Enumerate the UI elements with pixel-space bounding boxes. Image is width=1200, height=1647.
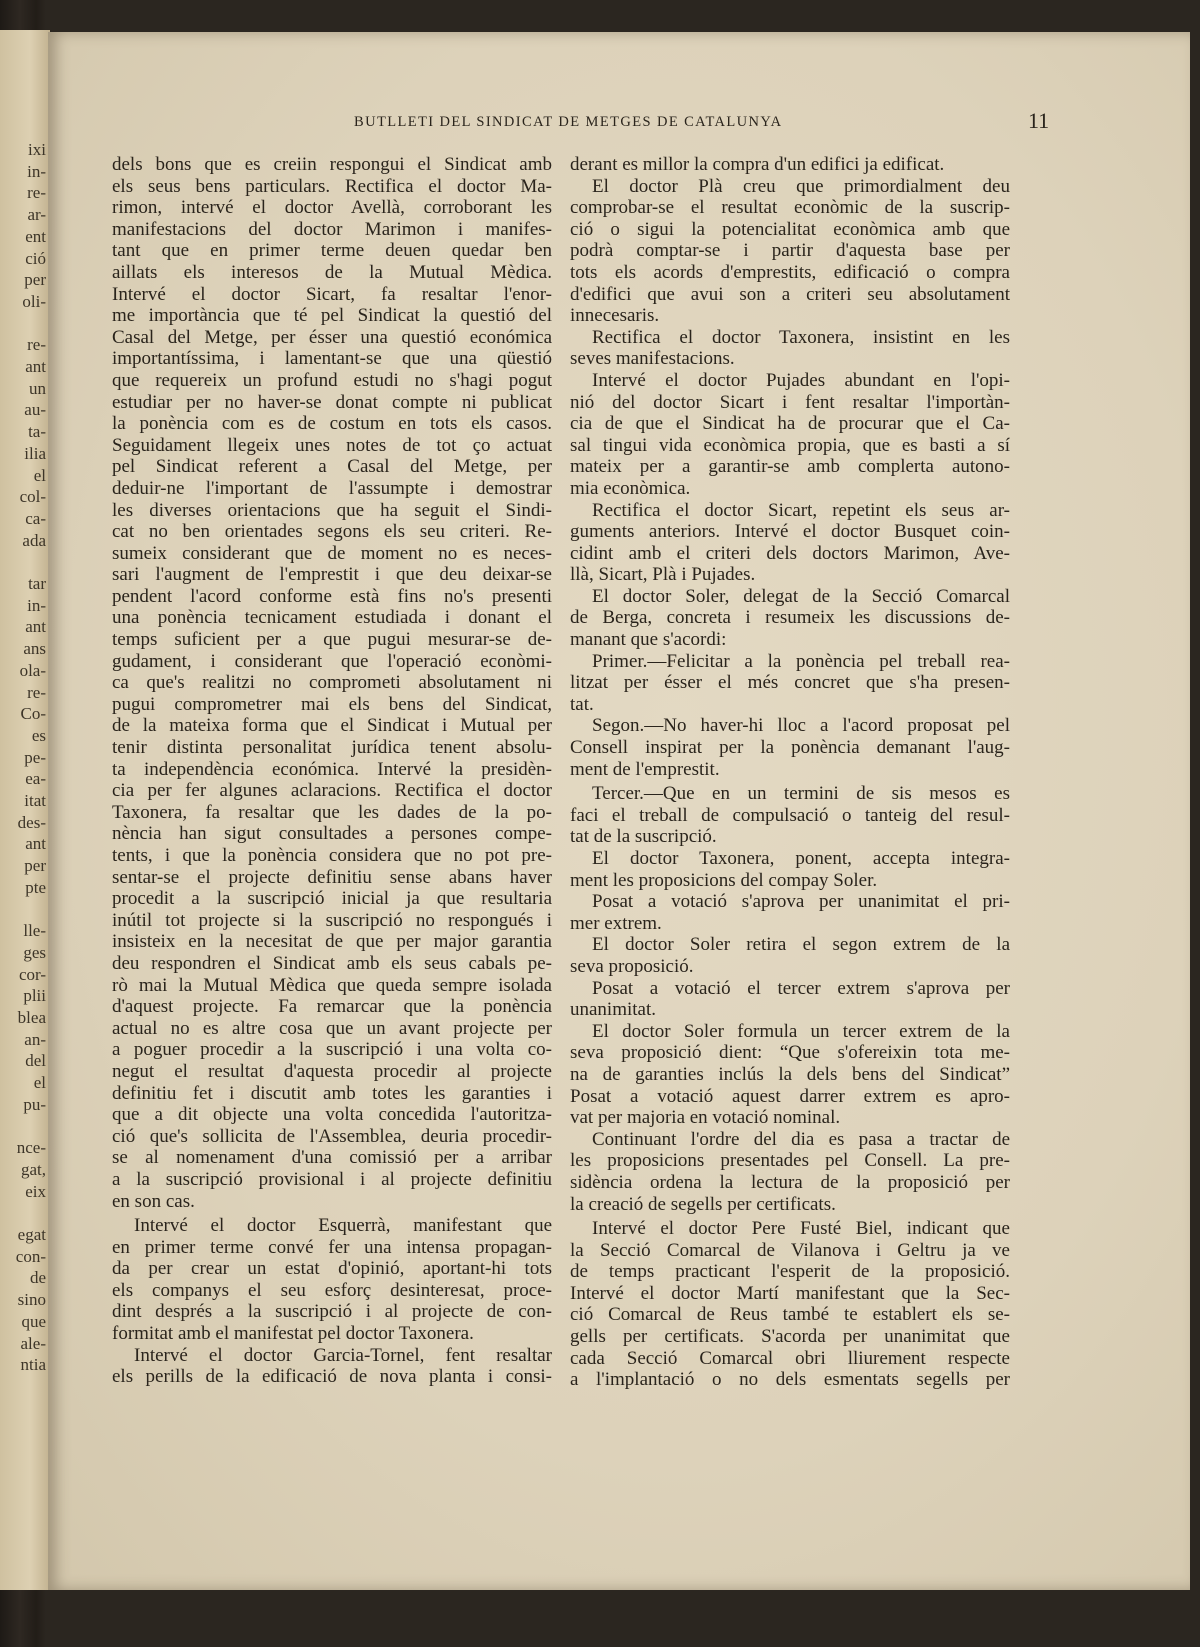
left-column	[112, 154, 552, 1388]
text-line: deduir-ne l'important de l'assumpte i demostrar	[112, 477, 552, 499]
previous-page-fragment: egat	[17, 1225, 46, 1244]
text-line: cada Secció Comarcal obri lliurement respecte	[570, 1347, 1010, 1369]
text-line: rimon, intervé el doctor Avellà, corroborant les	[112, 197, 552, 219]
previous-page-fragment: ció	[25, 248, 46, 268]
text-line: Posat a votació aquest darrer extrem es apro-	[570, 1085, 1010, 1107]
previous-page-fragment: nce-	[16, 1138, 46, 1158]
previous-page-fragment: ent	[25, 226, 46, 246]
text-line: faci el treball de compulsació o tanteig del resul-	[570, 804, 1010, 826]
previous-page-fragment: con-	[15, 1246, 46, 1266]
text-line: que requereix un profund estudi no s'hagi pogut	[112, 369, 552, 391]
previous-page-fragment: re-	[27, 335, 46, 355]
text-line: deu respondren el Sindicat amb els seus cabals pe-	[112, 952, 552, 974]
previous-page-fragment: ada	[22, 530, 46, 550]
text-line: me importància que té pel Sindicat la questió del	[112, 305, 552, 327]
previous-page-fragment: re-	[27, 183, 46, 203]
previous-page-fragment: ar-	[27, 205, 46, 225]
running-title: BUTLLETI DEL SINDICAT DE METGES DE CATALUNYA	[354, 114, 783, 130]
previous-page-fragment: ant	[25, 617, 46, 637]
text-line: Rectifica el doctor Sicart, repetint els seus ar-	[592, 499, 1010, 521]
previous-page-fragment: blea	[17, 1008, 46, 1027]
text-line: pel Sindicat referent a Casal del Metge, per	[112, 456, 552, 478]
text-line: da per crear un estat d'opinió, aportant-hi tots	[112, 1258, 552, 1280]
text-line: Intervé el doctor Pujades abundant en l'opi-	[592, 369, 1010, 391]
previous-page-fragment: lle-	[23, 921, 46, 941]
text-line: tat de la suscripció.	[570, 826, 717, 848]
page-number: 11	[1028, 108, 1050, 133]
text-line: dint després a la suscripció i al projecte de con-	[112, 1301, 552, 1323]
text-line: cat no ben orientades segons els seu criteri. Re-	[112, 521, 552, 543]
previous-page-fragment: per	[24, 856, 46, 876]
previous-page-fragment	[2, 900, 46, 923]
text-line: sal tingui vida econòmica propia, que es basti a sí	[570, 434, 1010, 456]
previous-page-fragment	[2, 552, 46, 575]
text-line: la ponència com es de costum en tots els casos.	[112, 413, 552, 435]
previous-page-fragment: col-	[19, 487, 46, 507]
previous-page-fragment: per	[24, 270, 46, 290]
text-line: cia de que el Sindicat ha de procurar que el Ca-	[570, 413, 1010, 435]
text-line: insisteix en la necesitat de que per major garantia	[112, 931, 552, 953]
previous-page-fragment: ges	[23, 942, 46, 962]
previous-page-fragment: pe-	[24, 747, 46, 767]
previous-page-fragment: ixi	[28, 140, 46, 159]
text-line: El doctor Taxonera, ponent, accepta integra-	[592, 848, 1010, 869]
previous-page-fragment: ta-	[28, 422, 46, 442]
text-line: pugui comprometrer mai els bens del Sindicat,	[112, 693, 552, 715]
previous-page-fragment: el	[33, 1073, 46, 1093]
text-line: innecesaris.	[570, 305, 660, 327]
previous-page-fragment: es	[31, 725, 46, 745]
text-line: Casal del Metge, per ésser una questió económica	[112, 326, 552, 348]
text-line: la Secció Comarcal de Vilanova i Geltru ja ve	[570, 1239, 1010, 1261]
text-line: mia econòmica.	[570, 477, 691, 499]
page	[48, 32, 1190, 1590]
text-line: nió del doctor Sicart i fent resaltar l'importàn-	[570, 391, 1010, 413]
previous-page-fragment: in-	[27, 595, 46, 615]
previous-page-fragment: an-	[24, 1029, 46, 1049]
text-line: la creació de segells per certificats.	[570, 1193, 836, 1215]
text-line: aillats els interesos de la Mutual Mèdica.	[112, 261, 552, 283]
text-line: en primer terme convé fer una intensa propagan-	[112, 1236, 552, 1258]
text-line: gells per certificats. S'acorda per unanimitat que	[570, 1326, 1010, 1348]
text-line: El doctor Soler, delegat de la Secció Comarcal	[592, 585, 1010, 607]
text-line: d'edifici que avui son a criteri seu absolutament	[570, 283, 1010, 305]
text-line: litzat per ésser el més concret que s'ha presen-	[570, 672, 1010, 694]
text-line: manant que s'acordi:	[570, 629, 727, 651]
previous-page-fragment: del	[25, 1051, 46, 1071]
text-line: a poguer procedir a la suscripció i una volta co-	[112, 1039, 552, 1061]
previous-page-fragment	[2, 1203, 46, 1226]
text-line: cidint amb el criteri dels doctors Marimon, Ave-	[570, 542, 1010, 564]
previous-page-fragment: gat,	[20, 1159, 46, 1179]
text-line: una ponència tecnicament estudiada i donant el	[112, 607, 552, 629]
text-line: ta independència económica. Intervé la presidèn-	[112, 758, 552, 780]
text-line: derant es millor la compra d'un edifici ja edificat.	[570, 154, 945, 175]
text-line: llà, Sicart, Plà i Pujades.	[570, 564, 756, 586]
text-line: inútil tot projecte si la suscripció no respongués i	[112, 909, 552, 931]
text-line: pendent l'acord conforme està fins no's presenti	[112, 585, 552, 607]
previous-page-fragment: Co-	[20, 704, 46, 724]
text-line: mateix per a garantir-se amb complerta autono-	[570, 456, 1010, 478]
text-line: les diverses orientacions que ha seguit el Sindi-	[112, 499, 552, 521]
text-line: guments anteriors. Intervé el doctor Busquet coin-	[570, 521, 1010, 543]
text-line: ment les proposicions del compay Soler.	[570, 869, 878, 891]
text-line: Intervé el doctor Garcia-Tornel, fent resaltar	[134, 1344, 552, 1366]
text-line: Primer.—Felicitar a la ponència pel treball rea-	[592, 650, 1010, 672]
previous-page-fragment: plii	[23, 986, 46, 1006]
text-line: a l'implantació o no dels esmentats segells per	[570, 1369, 1010, 1391]
text-line: els seus bens particulars. Rectifica el doctor Ma-	[112, 175, 552, 197]
text-line: en son cas.	[112, 1190, 195, 1212]
previous-page-fragment: cor-	[18, 964, 46, 984]
text-line: tenir distinta personalitat jurídica tenent absolu-	[112, 737, 552, 759]
text-line: els perills de la edificació de nova planta i consi-	[112, 1366, 552, 1388]
text-line: ció Comarcal de Reus també te establert els se-	[570, 1304, 1010, 1326]
previous-page-fragment: el	[33, 465, 46, 485]
text-line: sari l'augment de l'emprestit i que deu deixar-se	[112, 564, 552, 586]
text-line: definitiu fet i discutit amb totes les garanties i	[112, 1082, 552, 1104]
page-header	[48, 108, 1190, 138]
text-line: tents, i que la ponència considera que no pot pre-	[112, 845, 552, 866]
text-line: gudament, i considerant que l'operació econòmi-	[112, 650, 552, 672]
text-line: temps suficient per a que pugui mesurar-se de-	[112, 629, 552, 651]
text-line: de la mateixa forma que el Sindicat i Mutual per	[112, 715, 552, 737]
previous-page-fragment	[2, 1117, 46, 1140]
text-line: actual no es altre cosa que un avant projecte per	[112, 1017, 552, 1039]
text-line: El doctor Soler retira el segon extrem de la	[592, 934, 1010, 956]
text-line: na de garanties inclús la dels bens del Sindicat”	[570, 1063, 1010, 1085]
previous-page-fragment: itat	[24, 791, 46, 810]
previous-page-fragment: tar	[28, 574, 46, 593]
text-line: ca que's realitzi no comprometi absolutament ni	[112, 672, 552, 694]
text-line: cia per fer algunes aclaracions. Rectifica el doctor	[112, 780, 552, 802]
text-line: els companys el seu esforç desinteresat, proce-	[112, 1279, 552, 1301]
previous-page-fragment	[2, 314, 46, 337]
text-line: Intervé el doctor Sicart, fa resaltar l'enor-	[112, 283, 552, 305]
text-line: sidència ordena la lectura de la proposició per	[570, 1171, 1010, 1193]
text-line: Intervé el doctor Pere Fusté Biel, indicant que	[592, 1218, 1010, 1240]
text-line: comprobar-se el resultat econòmic de la suscrip-	[570, 197, 1010, 219]
previous-page-fragment: ant	[25, 834, 46, 854]
text-line: manifestacions del doctor Marimon i manifes-	[112, 218, 552, 240]
text-line: estudiar per no haver-se donat compte ni publicat	[112, 391, 552, 413]
previous-page-fragment: pte	[25, 877, 46, 897]
previous-page-fragment: ntia	[20, 1355, 46, 1375]
right-column	[570, 154, 1010, 1391]
text-line: Continuant l'ordre del dia es pasa a tractar de	[592, 1128, 1010, 1150]
text-line: tat.	[570, 693, 594, 715]
previous-page-fragment: pu-	[23, 1094, 46, 1114]
text-line: Seguidament llegeix unes notes de tot ço actuat	[112, 434, 552, 456]
text-line: Segon.—No haver-hi lloc a l'acord proposat pel	[592, 715, 1010, 737]
previous-page-fragment: re-	[27, 682, 46, 702]
text-line: procedit a la suscripció inicial ja que resultaria	[112, 888, 552, 910]
previous-page-fragment: ca-	[25, 508, 46, 528]
text-line: unanimitat.	[570, 999, 657, 1021]
text-line: d'aquest projecte. Fa remarcar que la ponència	[112, 996, 552, 1018]
text-line: podrà comptar-se i partir d'aquesta base per	[570, 240, 1010, 262]
text-line: de Berga, concreta i resumeix les discussions de-	[570, 607, 1010, 629]
text-line: Rectifica el doctor Taxonera, insistint en les	[592, 326, 1010, 348]
previous-page-fragment: que	[21, 1311, 46, 1331]
text-line: ment de l'emprestit.	[570, 758, 720, 780]
text-line: se al nomenament d'una comissió per a arribar	[112, 1147, 552, 1169]
previous-page-fragment: ola-	[19, 660, 46, 680]
text-line: Intervé el doctor Martí manifestant que la Sec-	[570, 1282, 1010, 1304]
text-line: Posat a votació el tercer extrem s'aprova per	[592, 977, 1010, 999]
previous-page-fragment: ilia	[24, 443, 46, 463]
previous-page-fragment: un	[29, 378, 46, 398]
text-line: seva proposició dient: “Que s'ofereixin tota me-	[570, 1042, 1010, 1064]
text-line: a la suscripció provisional i al projecte definitiu	[112, 1168, 552, 1190]
text-line: El doctor Plà creu que primordialment deu	[592, 175, 1010, 197]
previous-page-edge	[0, 30, 50, 1590]
text-line: sentar-se el projecte definitiu sense abans haver	[112, 866, 552, 888]
text-line: seva proposició.	[570, 955, 694, 977]
text-line: les proposicions presentades pel Consell. La pre-	[570, 1150, 1010, 1172]
text-line: sumeix considerant que de moment no es neces-	[112, 542, 552, 564]
text-line: rò mai la Mutual Mèdica que queda sempre isolada	[112, 974, 552, 996]
previous-page-fragment: sino	[17, 1290, 46, 1310]
text-line: Tercer.—Que en un termini de sis mesos es	[592, 783, 1010, 805]
previous-page-fragment: ale-	[20, 1333, 46, 1353]
text-line: seves manifestacions.	[570, 348, 735, 370]
previous-page-fragment: ea-	[25, 769, 46, 789]
text-line: El doctor Soler formula un tercer extrem de la	[592, 1020, 1010, 1042]
text-line: ció o sigui la potencialitat econòmica amb que	[570, 218, 1010, 240]
previous-page-fragment: in-	[27, 161, 46, 181]
text-line: formitat amb el manifestat pel doctor Taxonera.	[112, 1323, 474, 1345]
text-line: nència han sigut consultades a persones compe-	[112, 823, 552, 845]
text-line: tots els acords d'emprestits, edificació o compra	[570, 261, 1010, 283]
text-line: dels bons que es creiin respongui el Sindicat amb	[112, 154, 552, 175]
text-line: ció que's sollicita de l'Assemblea, deuria procedir-	[112, 1125, 552, 1147]
text-line: Intervé el doctor Esquerrà, manifestant que	[134, 1215, 552, 1237]
text-line: de temps practicant l'esperit de la proposició.	[570, 1261, 1010, 1283]
text-line: importantíssima, i lamentant-se que una qüestió	[112, 348, 552, 370]
previous-page-fragment: ant	[25, 357, 46, 376]
text-line: mer extrem.	[570, 912, 662, 934]
previous-page-fragment: ans	[23, 639, 46, 659]
previous-page-fragment: au-	[24, 400, 46, 420]
text-line: Taxonera, fa resaltar que les dades de la po-	[112, 801, 552, 823]
previous-page-fragment: eix	[25, 1181, 46, 1201]
text-line: vat per majoria en votació nominal.	[570, 1107, 841, 1129]
previous-page-fragment: de	[29, 1268, 46, 1288]
text-line: Posat a votació s'aprova per unanimitat el pri-	[592, 891, 1010, 913]
text-line: Consell inspirat per la ponència demanant l'aug-	[570, 737, 1010, 759]
previous-page-fragment: des-	[17, 812, 46, 832]
text-line: que a dit objecte una volta concedida l'autoritza-	[112, 1104, 552, 1126]
text-line: negut el resultat d'aquesta procedir al projecte	[112, 1060, 552, 1082]
previous-page-fragment: oli-	[22, 291, 46, 311]
text-line: tant que en primer terme deuen quedar ben	[112, 240, 552, 262]
